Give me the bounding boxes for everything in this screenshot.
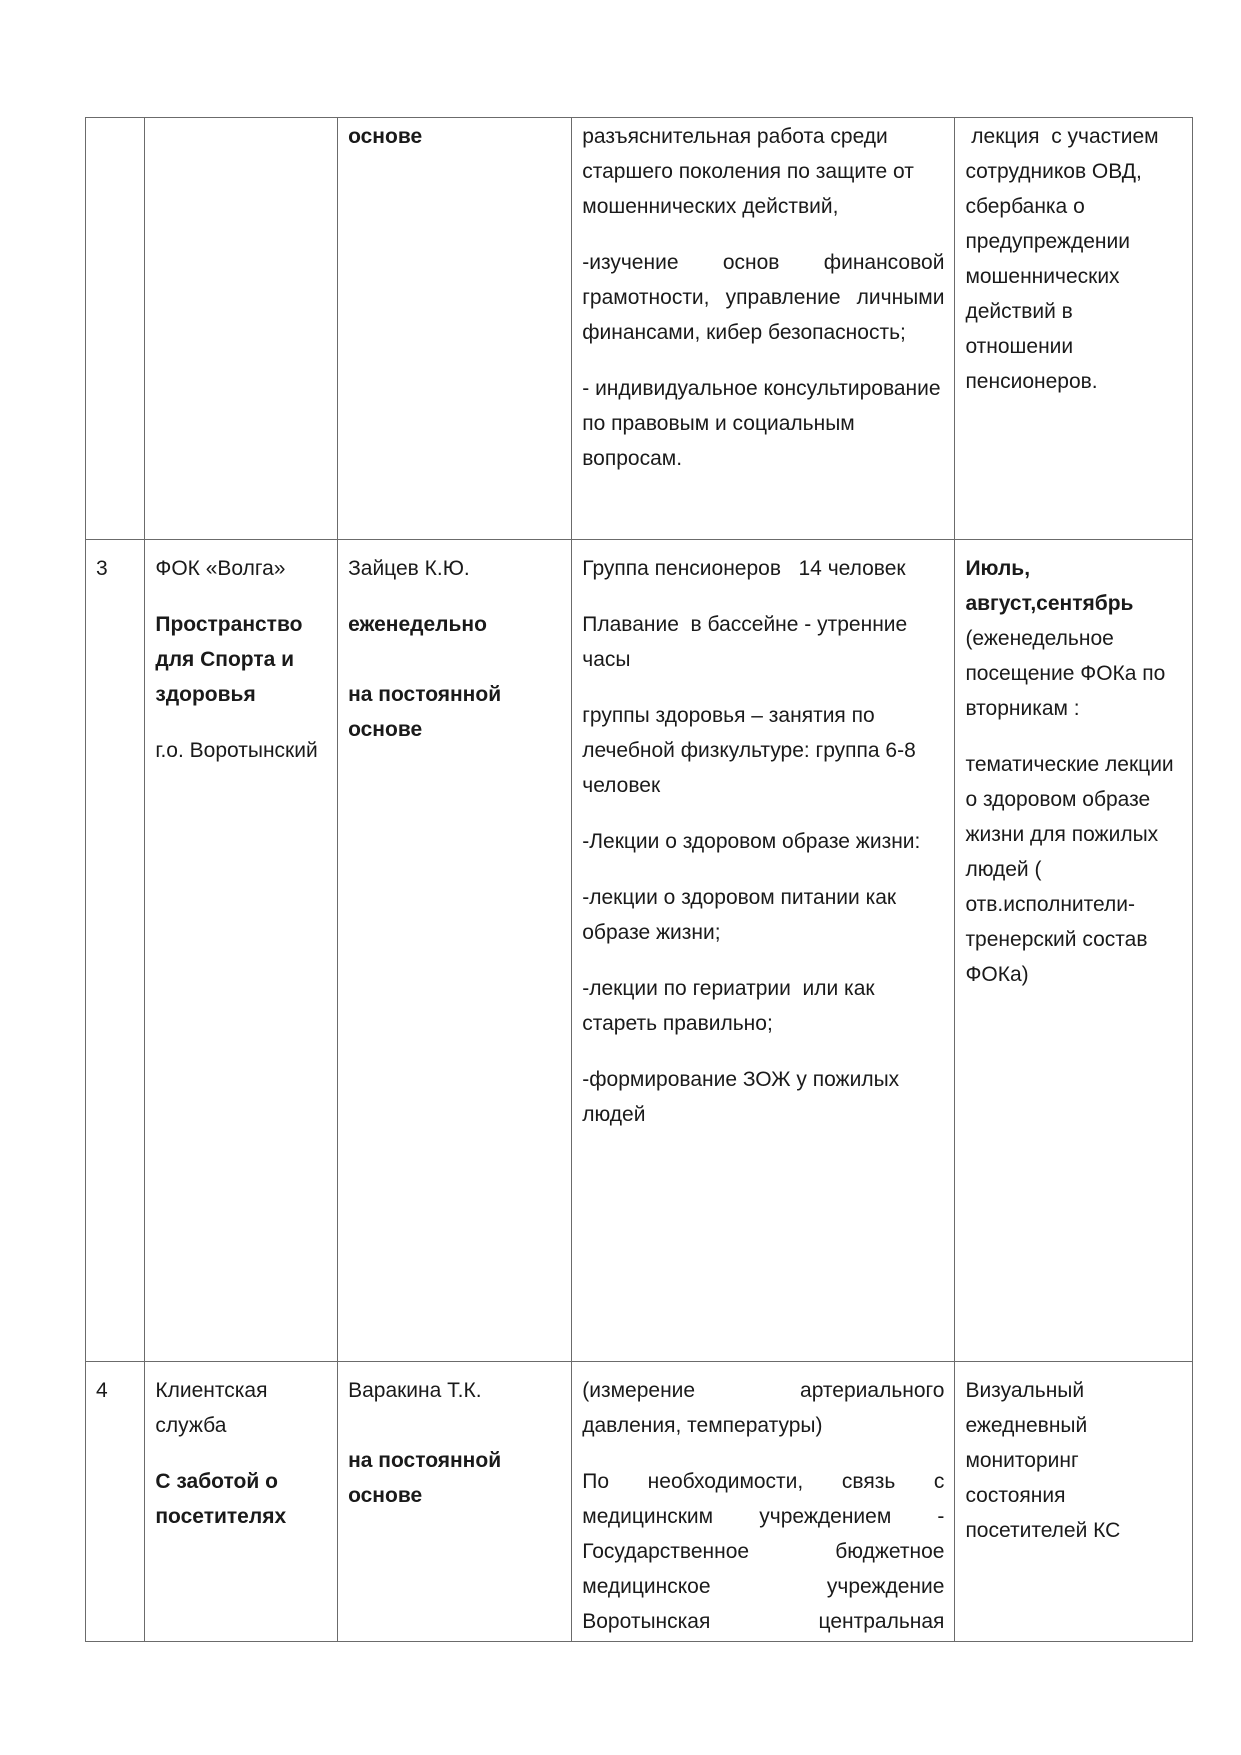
activity-item: -Лекции о здоровом образе жизни:	[582, 830, 921, 853]
activity-item: -лекции по гериатрии или как стареть правильно;	[582, 977, 881, 1035]
responsible-basis: на постоянной основе	[348, 1449, 502, 1507]
table-row	[86, 118, 1193, 540]
schedule-text: Визуальный ежедневный мониторинг состояния посетителей КС	[965, 1379, 1121, 1542]
responsible-cell	[338, 118, 572, 540]
schedule-cell	[955, 1362, 1193, 1642]
schedule-cell	[955, 540, 1193, 1362]
row-number-cell	[86, 118, 145, 540]
activity-item: разъяснительная работа среди старшего поколения по защите от мошеннических действий,	[582, 125, 914, 218]
table-row	[86, 540, 1193, 1362]
activity-item: По необходимости, связь с медицинским учреждением - Государственное бюджетное медицинское учреждение Воротынская центральная	[582, 1470, 945, 1633]
organization-name: Клиентская служба	[155, 1379, 268, 1437]
table-row	[86, 1362, 1193, 1642]
activity-item: Плавание в бассейне - утренние часы	[582, 613, 914, 671]
row-number: 4	[96, 1379, 108, 1402]
responsible-cell	[338, 1362, 572, 1642]
activity-item: - индивидуальное консультирование по правовым и социальным вопросам.	[582, 377, 941, 470]
activity-item: (измерение артериального давления, температуры)	[582, 1379, 945, 1437]
responsible-cell	[338, 540, 572, 1362]
responsible-basis: основе	[348, 125, 423, 148]
row-number-cell	[86, 540, 145, 1362]
activities-cell	[572, 1362, 955, 1642]
activity-item: группы здоровья – занятия по лечебной физкультуре: группа 6-8 человек	[582, 704, 916, 797]
activity-item: -формирование ЗОЖ у пожилых людей	[582, 1068, 900, 1126]
organization-cell	[145, 540, 338, 1362]
events-table	[85, 117, 1193, 1642]
project-title: Пространство для Спорта и здоровья	[155, 613, 303, 706]
responsible-name: Зайцев К.Ю.	[348, 557, 470, 580]
row-number-cell	[86, 1362, 145, 1642]
responsible-basis: на постоянной основе	[348, 683, 502, 741]
activity-item: -изучение основ финансовой грамотности, управление личными финансами, кибер безопасность;	[582, 251, 945, 344]
responsible-name: Варакина Т.К.	[348, 1379, 482, 1402]
schedule-block	[965, 551, 1182, 726]
organization-name: ФОК «Волга»	[155, 557, 286, 580]
responsible-frequency: еженедельно	[348, 613, 487, 636]
activities-cell	[572, 118, 955, 540]
schedule-text: лекция с участием сотрудников ОВД, сбербанка о предупреждении мошеннических действий в отношении пенсионеров.	[965, 125, 1165, 393]
organization-place: г.о. Воротынский	[155, 739, 318, 762]
activity-item: -лекции о здоровом питании как образе жизни;	[582, 886, 897, 944]
activity-item: Группа пенсионеров 14 человек	[582, 557, 906, 580]
activities-cell	[572, 540, 955, 1362]
schedule-period: Июль, август,сентябрь	[965, 557, 1134, 615]
row-number: 3	[96, 557, 108, 580]
organization-cell	[145, 118, 338, 540]
schedule-extra: тематические лекции о здоровом образе жизни для пожилых людей ( отв.исполнители-тренерский состав ФОКа)	[965, 753, 1174, 986]
organization-cell	[145, 1362, 338, 1642]
schedule-text: (еженедельное посещение ФОКа по вторникам :	[965, 627, 1166, 720]
project-title: С заботой о посетителях	[155, 1470, 287, 1528]
schedule-cell	[955, 118, 1193, 540]
